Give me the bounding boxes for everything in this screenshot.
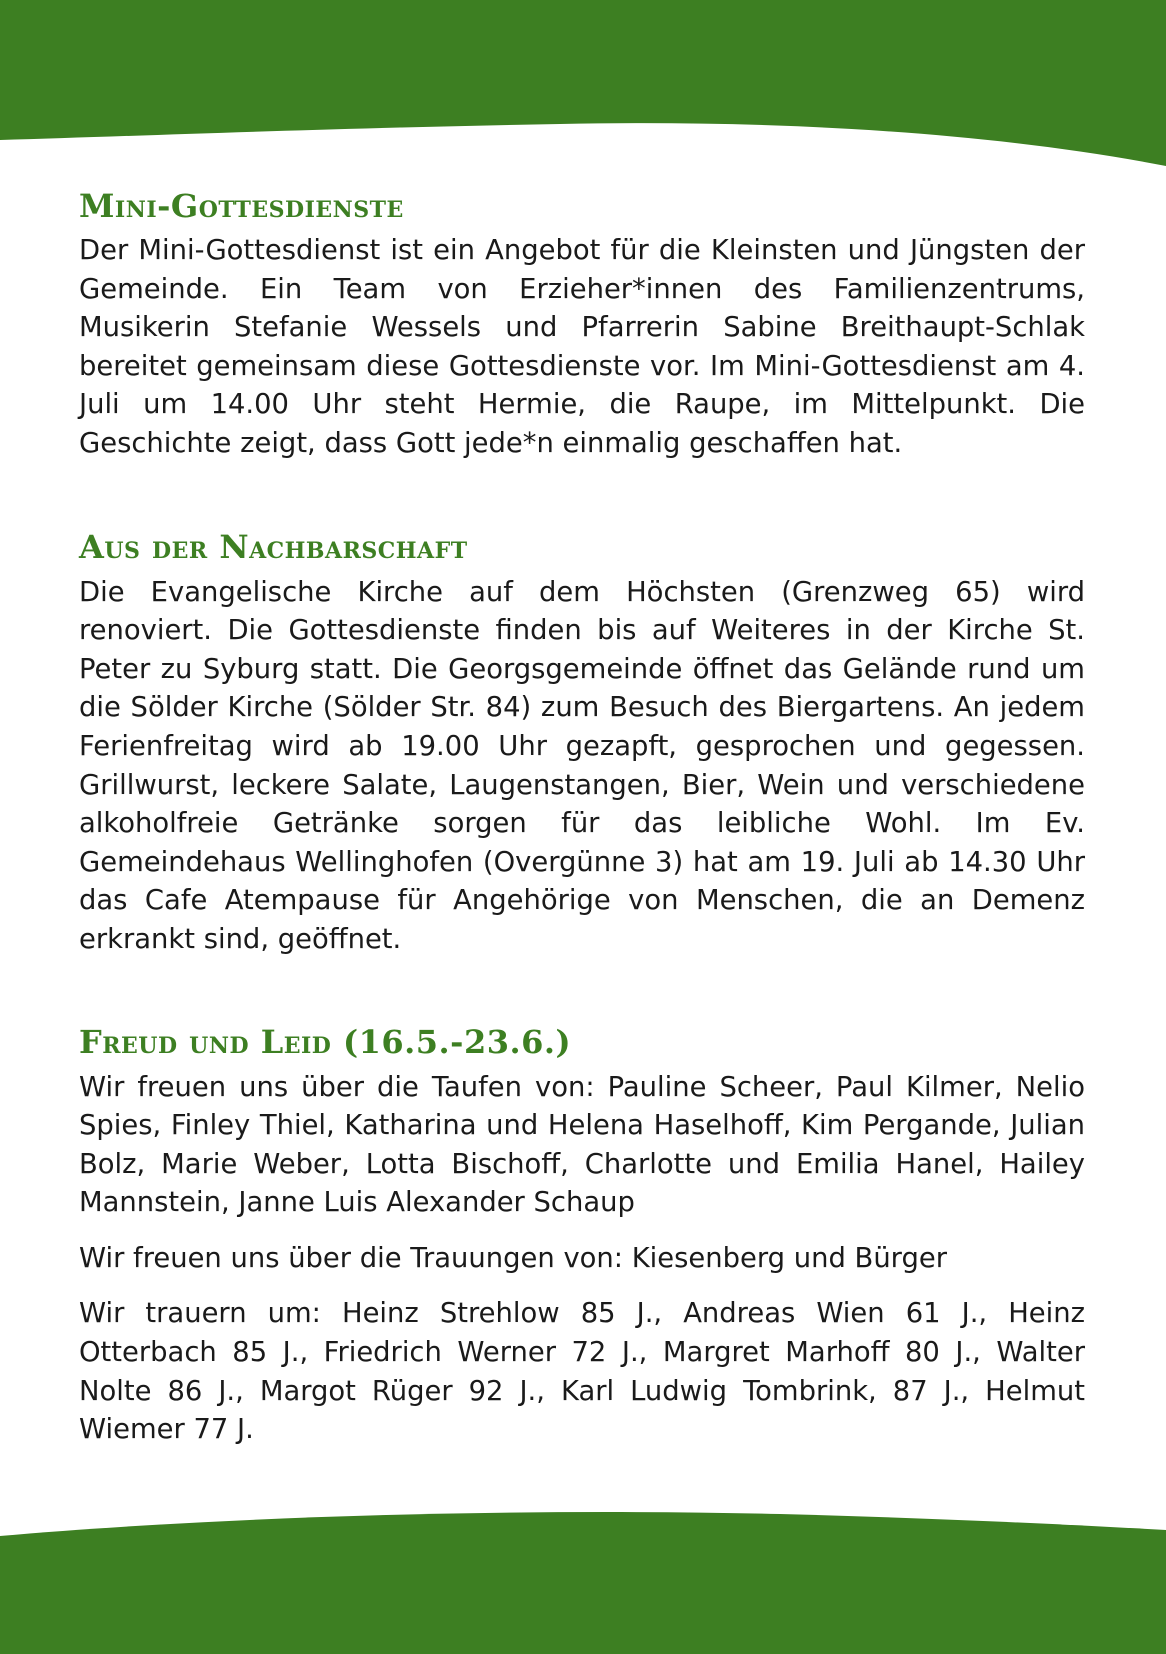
- newsletter-page-content: [79, 183, 1085, 1450]
- bottom-green-wave-band: [0, 1508, 1166, 1654]
- section-heading-freud-und-leid: Freud und Leid (16.5.-23.6.): [79, 1022, 572, 1061]
- top-wave-shape: [0, 0, 1166, 166]
- section-heading-aus-der-nachbarschaft: Aus der Nachbarschaft: [79, 527, 468, 566]
- section-mini-gottesdienste: [79, 183, 1085, 464]
- bottom-wave-shape: [0, 1512, 1166, 1654]
- section-aus-der-nachbarschaft: [79, 524, 1085, 960]
- section-freud-und-leid: [79, 1019, 1085, 1450]
- section-heading-mini-gottesdienste: Mini-Gottesdienste: [79, 187, 404, 225]
- trauungen-paragraph: Wir freuen uns über die Trauungen von: Kiesenberg und Bürger: [79, 1242, 947, 1274]
- top-green-wave-band: [0, 0, 1166, 170]
- trauer-paragraph: Wir trauern um: Heinz Strehlow 85 J., Andreas Wien 61 J., Heinz Otterbach 85 J., Friedrich Werner 72 J., Margret Marhoff 80 J., Walter Nolte 86 J., Margot Rüger 92 J., Karl Ludwig Tombrink, 87 J., Helmut Wiemer 77 J.: [79, 1298, 1085, 1446]
- mini-gottesdienste-paragraph: Der Mini-Gottesdienst ist ein Angebot für die Kleinsten und Jüngsten der Gemeinde. Ein Team von Erzieher*innen des Familienzentrums, Musikerin Stefanie Wessels und Pfarrerin Sabine Breithaupt-Schlak bereitet gemeinsam diese Gottesdienste vor. Im Mini-Gottesdienst am 4. Juli um 14.00 Uhr steht Hermie, die Raupe, im Mittelpunkt. Die Geschichte zeigt, dass Gott jede*n einmalig geschaffen hat.: [79, 235, 1085, 459]
- taufen-paragraph: Wir freuen uns über die Taufen von: Pauline Scheer, Paul Kilmer, Nelio Spies, Finley Thiel, Katharina und Helena Haselhoff, Kim Pergande, Julian Bolz, Marie Weber, Lotta Bischoff, Charlotte und Emilia Hanel, Hailey Mannstein, Janne Luis Alexander Schaup: [79, 1071, 1085, 1219]
- nachbarschaft-paragraph: Die Evangelische Kirche auf dem Höchsten (Grenzweg 65) wird renoviert. Die Gottesdienste finden bis auf Weiteres in der Kirche St. Peter zu Syburg statt. Die Georgsgemeinde öffnet das Gelände rund um die Sölder Kirche (Sölder Str. 84) zum Besuch des Biergartens. An jedem Ferienfreitag wird ab 19.00 Uhr gezapft, gesprochen und gegessen. Grillwurst, leckere Salate, Laugenstangen, Bier, Wein und verschiedene alkoholfreie Getränke sorgen für das leibliche Wohl. Im Ev. Gemeindehaus Wellinghofen (Overgünne 3) hat am 19. Juli ab 14.30 Uhr das Cafe Atempause für Angehörige von Menschen, die an Demenz erkrankt sind, geöffnet.: [79, 576, 1085, 955]
